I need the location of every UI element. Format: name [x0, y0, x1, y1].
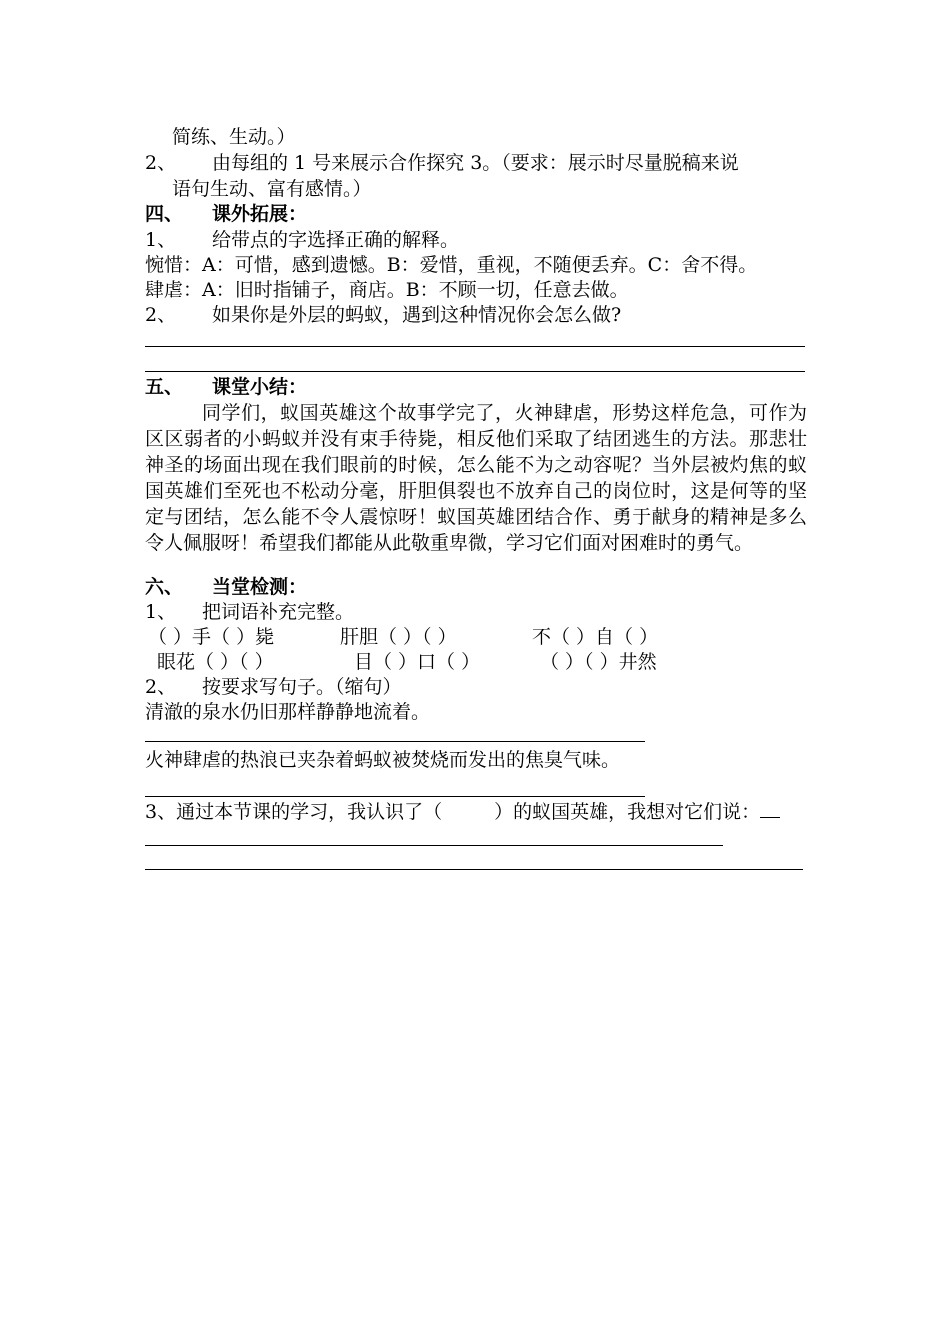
item-text: 由每组的 1 号来展示合作探究 3。（要求：展示时尽量脱稿来说: [212, 152, 739, 174]
section-number: 四、: [145, 203, 184, 225]
list-item: [145, 150, 739, 176]
fill-in-blank[interactable]: 眼花（ ）（ ）: [157, 651, 274, 673]
answer-line[interactable]: [145, 346, 805, 347]
list-item: [145, 799, 780, 825]
item-text: 如果你是外层的蚂蚁，遇到这种情况你会怎么做?: [212, 304, 622, 326]
answer-line[interactable]: [145, 371, 805, 372]
item-text: 按要求写句子。（缩句）: [202, 676, 402, 698]
answer-line[interactable]: [145, 741, 645, 742]
section-title: 课外拓展：: [212, 203, 308, 225]
answer-line[interactable]: [145, 845, 723, 846]
summary-text: 同学们，蚁国英雄这个故事学完了，火神肆虐，形势这样危急，可作为区区弱者的小蚂蚁并没有束手待毙，相反他们采取了结团逃生的方法。那悲壮神圣的场面出现在我们眼前的时候，怎么能不为之动容呢？当外层被灼焦的蚁国英雄们至死也不松动分毫，肝胆俱裂也不放弃自己的岗位时，这是何等的坚定与团结，怎么能不令人震惊呀！蚁国英雄团结合作、勇于献身的精神是多么令人佩服呀！希望我们都能从此敬重卑微，学习它们面对困难时的勇气。: [145, 402, 807, 554]
section-number: 六、: [145, 576, 184, 598]
section-heading: [145, 374, 307, 400]
list-item: [145, 227, 459, 253]
text-line: 语句生动、富有感情。）: [172, 178, 372, 200]
fill-in-blank[interactable]: （ ）手（ ）毙: [148, 626, 275, 648]
section-title: 当堂检测：: [212, 576, 308, 598]
sentence-prompt: 清澈的泉水仍旧那样静静地流着。: [145, 701, 431, 723]
fill-in-blank[interactable]: 目（ ）口（ ）: [354, 651, 481, 673]
item-number: 2、: [145, 152, 177, 174]
answer-line[interactable]: [145, 796, 645, 797]
definition-line: 惋惜：A：可惜，感到遗憾。B：爱惜，重视，不随便丢弃。C：舍不得。: [145, 254, 758, 276]
item-number: 1、: [145, 229, 177, 251]
list-item: [145, 302, 621, 328]
item-text: 3、通过本节课的学习，我认识了（: [145, 801, 443, 823]
definition-line: 肆虐：A：旧时指铺子，商店。B：不顾一切，任意去做。: [145, 279, 629, 301]
item-text: 把词语补充完整。: [202, 601, 355, 623]
section-heading: [145, 574, 307, 600]
text-line: 简练、生动。）: [172, 126, 296, 148]
section-number: 五、: [145, 376, 184, 398]
section-title: 课堂小结：: [212, 376, 308, 398]
list-item: [145, 674, 402, 700]
fill-in-blank[interactable]: 不（ ）自（ ）: [532, 626, 659, 648]
item-number: 1、: [145, 601, 177, 623]
list-item: [145, 599, 354, 625]
item-text: 给带点的字选择正确的解释。: [212, 229, 460, 251]
item-number: 2、: [145, 304, 177, 326]
fill-in-blank[interactable]: （ ）（ ）井然: [540, 651, 657, 673]
sentence-prompt: 火神肆虐的热浪已夹杂着蚂蚁被焚烧而发出的焦臭气味。: [145, 749, 621, 771]
item-text: ）的蚁国英雄，我想对它们说：: [494, 801, 761, 823]
answer-line[interactable]: [145, 869, 803, 870]
item-number: 2、: [145, 676, 177, 698]
answer-line[interactable]: [760, 799, 780, 818]
fill-in-blank[interactable]: 肝胆（ ）（ ）: [340, 626, 457, 648]
summary-paragraph: [145, 400, 807, 556]
section-heading: [145, 201, 307, 227]
